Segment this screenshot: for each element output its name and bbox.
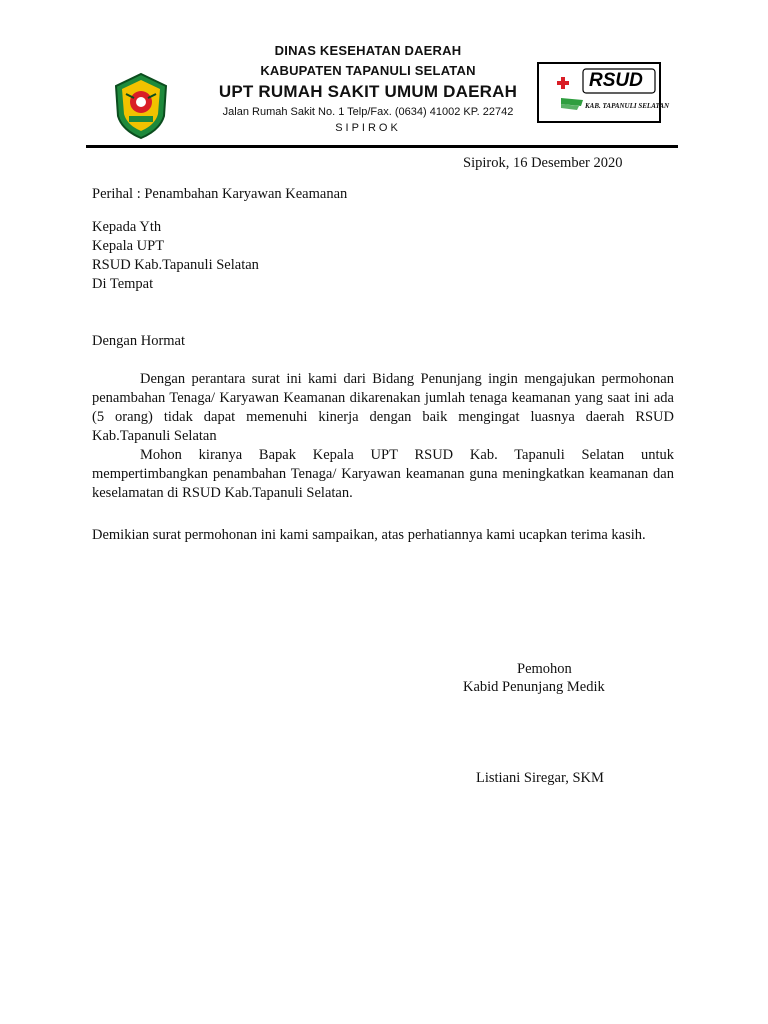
letterhead-hospital: UPT RUMAH SAKIT UMUM DAERAH <box>218 82 518 101</box>
regency-emblem-icon <box>112 72 170 140</box>
signature-position: Kabid Penunjang Medik <box>463 679 605 695</box>
signature-name: Listiani Siregar, SKM <box>476 770 604 786</box>
letterhead-divider <box>86 145 678 148</box>
recipient-line: Kepala UPT <box>92 238 165 254</box>
recipient-block <box>92 218 259 294</box>
signature-title: Pemohon <box>517 661 572 677</box>
recipient-line: RSUD Kab.Tapanuli Selatan <box>92 257 259 273</box>
letter-date: Sipirok, 16 Desember 2020 <box>463 155 623 171</box>
recipient-line: Kepada Yth <box>92 219 162 235</box>
letterhead-address: Jalan Rumah Sakit No. 1 Telp/Fax. (0634) 41002 KP. 22742 <box>222 106 514 118</box>
closing-paragraph: Demikian surat permohonan ini kami sampaikan, atas perhatiannya kami ucapkan terima kasih. <box>92 527 646 543</box>
recipient-line: Di Tempat <box>92 276 154 292</box>
body-paragraph-2: Mohon kiranya Bapak Kepala UPT RSUD Kab. Tapanuli Selatan untuk mempertimbangkan penambahan Tenaga/ Karyawan keamanan guna meningkatkan keamanan dan keselamatan di RSUD Kab.Tapanuli Selatan. <box>92 447 674 501</box>
letter-subject: Perihal : Penambahan Karyawan Keamanan <box>92 186 348 202</box>
letterhead-department: DINAS KESEHATAN DAERAH <box>274 43 462 58</box>
letterhead-regency: KABUPATEN TAPANULI SELATAN <box>260 63 476 78</box>
letterhead-city: SIPIROK <box>335 122 401 134</box>
salutation: Dengan Hormat <box>92 333 186 349</box>
body-paragraph-1: Dengan perantara surat ini kami dari Bidang Penunjang ingin mengajukan permohonan penambahan Tenaga/ Karyawan Keamanan dikarenakan jumlah tenaga keamanan yang saat ini ada (5 orang) tidak dapat memenuhi kinerja dengan baik mengingat luasnya daerah RSUD Kab.Tapanuli Selatan <box>92 371 674 444</box>
rsud-logo-text: RSUD <box>589 70 643 91</box>
rsud-logo-subtitle: KAB. TAPANULI SELATAN <box>585 102 670 110</box>
rsud-logo-icon <box>537 62 670 123</box>
